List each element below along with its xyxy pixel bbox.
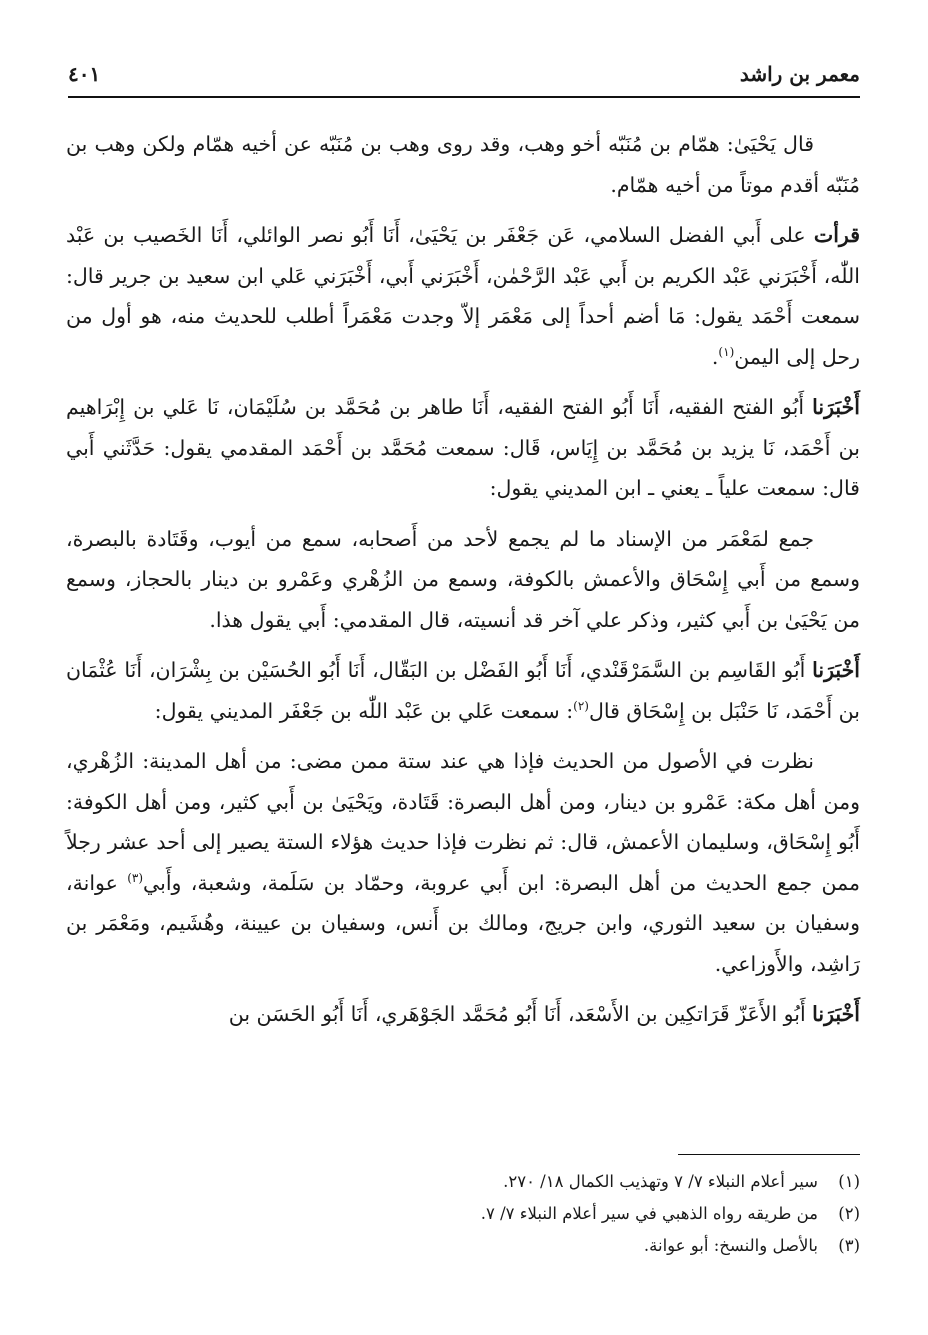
footnote-text: بالأصل والنسخ: أبو عوانة. — [643, 1236, 818, 1255]
paragraph-4 — [66, 519, 860, 641]
paragraph-text: أَبُو الفتح الفقيه، أَنَا أَبُو الفتح الفقيه، أَنَا طاهر بن مُحَمَّد بن سُلَيْمَان، نَا عَلي بن إِبْرَاهيم بن أَحْمَد، نَا يزيد بن مُحَمَّد بن إِيَاس، قَال: سمعت مُحَمَّد بن أَحْمَد المقدمي يقول: حَدَّثَني أَبي قال: سمعت علياً ـ يعني ـ ابن المديني يقول: — [66, 395, 860, 500]
footnote-text: سير أعلام النبلاء ٧/ ٧ وتهذيب الكمال ١٨/ ٢٧٠. — [503, 1172, 818, 1191]
paragraph-text: قال يَحْيَىٰ: همّام بن مُنَبّه أخو وهب، وقد روى وهب بن مُنَبّه عن أخيه همّام ولكن وهب بن مُنَبّه أقدم موتاً من أخيه همّام. — [66, 132, 860, 197]
footnote-item — [68, 1198, 860, 1230]
paragraph-lead: أَخْبَرَنا — [812, 1002, 860, 1026]
paragraph-6 — [66, 741, 860, 984]
footnote-divider — [678, 1154, 860, 1155]
running-header — [68, 58, 860, 98]
footnote-marker: (٢) — [573, 698, 589, 713]
footnote-number: (١) — [838, 1172, 860, 1191]
paragraph-lead: قرأت — [813, 223, 860, 247]
footnote-item — [68, 1230, 860, 1262]
footnote-text: من طريقه رواه الذهبي في سير أعلام النبلاء ٧/ ٧. — [480, 1204, 818, 1223]
paragraph-text: جمع لمَعْمَر من الإسناد ما لم يجمع لأحد من أَصحابه، سمع من أيوب، وقَتَادة بالبصرة، وسمع من أَبي إِسْحَاق والأعمش بالكوفة، وسمع من الزُهْري وعَمْرو بن دينار بالحجاز، وسمع من يَحْيَىٰ بن أَبي كثير، وذكر علي آخر قد أنسيته، قال المقدمي: أَبي يقول هذا. — [66, 526, 860, 632]
paragraph-tail: عوانة، وسفيان بن سعيد الثوري، وابن جريج، ومالك بن أَنس، وسفيان بن عيينة، وهُشَيم، ومَعْمَر بن رَاشِد، والأَوزاعي. — [66, 870, 860, 976]
footnote-marker: (١) — [718, 344, 735, 359]
paragraph-tail: : سمعت عَلي بن عَبْد اللّٰه بن جَعْفَر المديني يقول: — [154, 698, 574, 723]
paragraph-text: أَبُو القَاسِم بن السَّمَرْقَنْدي، أَنَا أَبُو الفَضْل بن البَقّال، أَنَا أَبُو الحُسَيْن بن بِشْرَان، أَنَا عُثْمَان بن أَحْمَد، نَا حَنْبَل بن إِسْحَاق قال — [66, 658, 860, 723]
paragraph-3 — [66, 387, 860, 509]
paragraph-2 — [66, 215, 860, 377]
paragraph-lead: أَخْبَرَنا — [812, 395, 860, 419]
running-title: معمر بن راشد — [739, 62, 860, 86]
footnote-number: (٣) — [838, 1236, 860, 1255]
paragraph-5 — [66, 650, 860, 731]
paragraph-text: نظرت في الأصول من الحديث فإذا هي عند ستة ممن مضى: من أهل المدينة: الزُهْري، ومن أهل مكة: عَمْرو بن دينار، ومن أهل البصرة: قَتَادة، ويَحْيَىٰ بن أَبي كثير، ومن أهل الكوفة: أَبُو إِسْحَاق، وسليمان الأعمش، قال: ثم نظرت فإذا حديث هؤلاء الستة يصير إلى أحد عشر رجلاً ممن جمع الحديث من أهل البصرة: ابن أَبي عروبة، وحمّاد بن سَلَمة، وشعبة، وأَبي — [66, 749, 860, 895]
footnote-number: (٢) — [838, 1204, 860, 1223]
paragraph-lead: أَخْبَرَنا — [812, 658, 860, 682]
footnote-marker: (٣) — [127, 870, 144, 885]
paragraph-tail: . — [711, 344, 719, 369]
paragraph-1 — [66, 124, 860, 205]
paragraph-7 — [66, 994, 860, 1035]
footnote-item — [68, 1166, 860, 1198]
footnotes — [68, 1166, 860, 1262]
page-number: ٤٠١ — [68, 62, 101, 86]
main-text — [66, 124, 860, 1045]
paragraph-text: أَبُو الأَعَزّ قَرَاتكِين بن الأَسْعَد، أَنَا أَبُو مُحَمَّد الجَوْهَري، أَنَا أَبُو الحَسَن بن — [228, 1002, 813, 1026]
paragraph-text: على أَبي الفضل السلامي، عَن جَعْفَر بن يَحْيَىٰ، أَنَا أَبُو نصر الوائلي، أَنَا الخَصيب بن عَبْد اللّٰه، أَخْبَرَني عَبْد الكريم بن أَبي عَبْد الرَّحْمٰن، أَخْبَرَني أَبي، أَخْبَرَني عَلي ابن سعيد بن جرير قال: سمعت أَحْمَد يقول: مَا أضم أحداً إلى مَعْمَر إلاّ وجدت مَعْمَراً أطلب للحديث منه، هو أول من رحل إلى اليمن — [66, 223, 860, 369]
